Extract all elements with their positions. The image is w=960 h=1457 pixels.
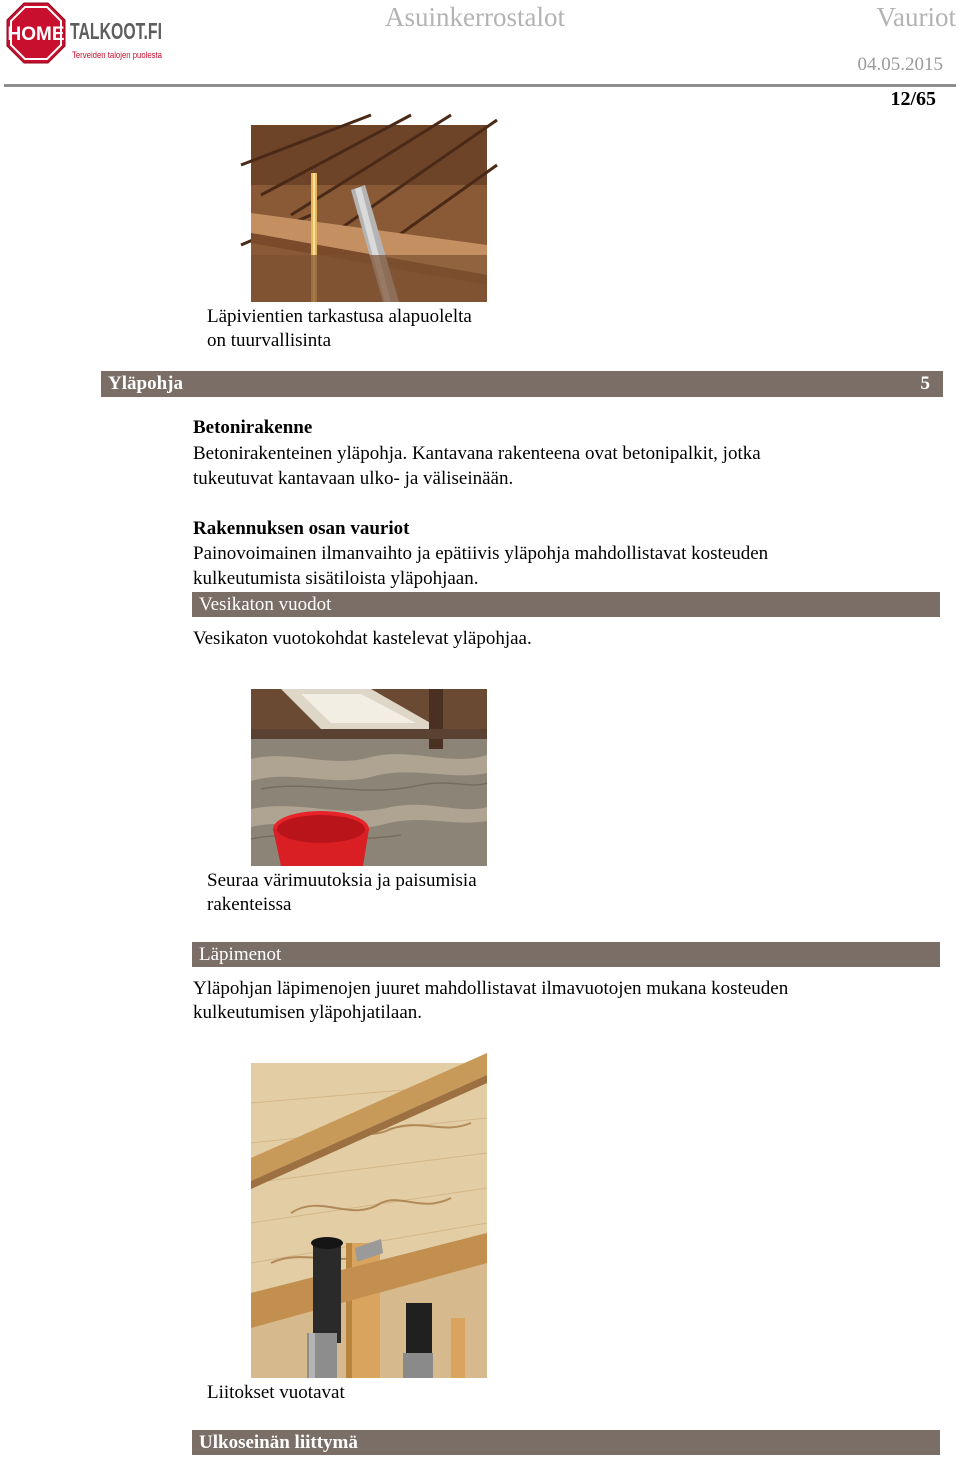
- photo1-caption-line2: on tuurvallisinta: [207, 330, 332, 351]
- header-divider: [4, 84, 956, 87]
- penetrations-text-line2: kulkeutumisen yläpohjatilaan.: [193, 1002, 423, 1023]
- leaks-title: Vesikaton vuodot: [199, 594, 332, 615]
- structure-text-line2: tukeutuvat kantavaan ulko- ja väliseinään.: [193, 468, 514, 489]
- section-number: 5: [920, 373, 930, 394]
- penetrations-band: [192, 942, 940, 967]
- wall-junction-band: [192, 1430, 940, 1455]
- hometalkoot-logo[interactable]: [6, 2, 166, 64]
- logo-home-text: HOME: [7, 24, 65, 45]
- header-chapter: Vauriot: [876, 2, 956, 32]
- logo-talkoot-text: TALKOOT.FI: [70, 18, 162, 44]
- page-number: 12/65: [890, 88, 936, 110]
- header-date: 04.05.2015: [857, 54, 943, 75]
- damage-text-line2: kulkeutumista sisätiloista yläpohjaan.: [193, 568, 479, 589]
- penetrations-title: Läpimenot: [199, 944, 282, 965]
- structure-text-line1: Betonirakenteinen yläpohja. Kantavana rakenteena ovat betonipalkit, jotka: [193, 443, 761, 464]
- photo3-caption: Liitokset vuotavat: [207, 1382, 345, 1403]
- photo2-caption-line2: rakenteissa: [207, 894, 292, 915]
- logo-graphic: [6, 2, 166, 64]
- photo-leaking-joints: [251, 1063, 487, 1378]
- photo-roof-leak-bucket: [251, 689, 487, 866]
- section-title: Yläpohja: [108, 373, 183, 394]
- damage-heading: Rakennuksen osan vauriot: [193, 518, 410, 539]
- photo-attic-penetration: [251, 125, 487, 302]
- logo-tagline-text: Terveiden talojen puolesta: [72, 50, 163, 61]
- structure-heading: Betonirakenne: [193, 417, 313, 438]
- damage-text-line1: Painovoimainen ilmanvaihto ja epätiivis yläpohja mahdollistavat kosteuden: [193, 543, 769, 564]
- header-category: Asuinkerrostalot: [385, 2, 565, 32]
- photo1-caption-line1: Läpivientien tarkastusa alapuolelta: [207, 306, 472, 327]
- penetrations-text-line1: Yläpohjan läpimenojen juuret mahdollistavat ilmavuotojen mukana kosteuden: [193, 978, 789, 999]
- section-header-band: [101, 371, 943, 397]
- photo2-caption-line1: Seuraa värimuutoksia ja paisumisia: [207, 870, 477, 891]
- wall-junction-title: Ulkoseinän liittymä: [199, 1432, 358, 1453]
- leaks-text: Vesikaton vuotokohdat kastelevat yläpohjaa.: [193, 628, 532, 649]
- leaks-band: [192, 592, 940, 617]
